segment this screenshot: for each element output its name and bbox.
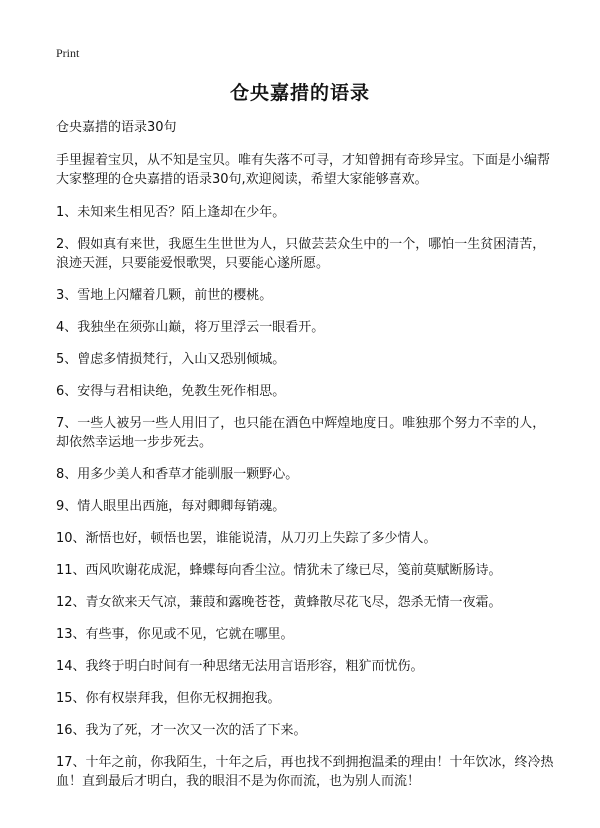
quote-item: 11、西风吹谢花成泥，蜂蝶每向香尘泣。情犹未了缘已尽，笺前莫赋断肠诗。: [56, 563, 502, 578]
quote-item: 9、情人眼里出西施，每对卿卿每销魂。: [56, 499, 286, 514]
quote-list: [56, 203, 556, 791]
quote-item: 5、曾虑多情损梵行，入山又恐别倾城。: [56, 352, 286, 367]
quote-item: 6、安得与君相诀绝，免教生死作相思。: [56, 384, 286, 399]
article-subtitle: 仓央嘉措的语录30句: [56, 120, 177, 135]
quote-item: 14、我终于明白时间有一种思绪无法用言语形容，粗犷而忧伤。: [56, 659, 424, 674]
quote-item: 12、青女欲来天气凉，蒹葭和露晚苍苍，黄蜂散尽花飞尽，怨杀无情一夜霜。: [56, 595, 502, 610]
quote-item: 3、雪地上闪耀着几颗，前世的樱桃。: [56, 288, 273, 303]
quote-item: 8、用多少美人和香草才能驯服一颗野心。: [56, 467, 299, 482]
quote-item: 2、假如真有来世，我愿生生世世为人，只做芸芸众生中的一个，哪怕一生贫困清苦，浪迹天涯，只要能爱恨歌哭，只要能心遂所愿。: [56, 237, 546, 271]
quote-item: 16、我为了死，才一次又一次的活了下来。: [56, 723, 307, 738]
quote-item: 13、有些事，你见或不见，它就在哪里。: [56, 627, 294, 642]
quote-item: 15、你有权崇拜我，但你无权拥抱我。: [56, 691, 281, 706]
quote-item: 1、未知来生相见否？陌上逢却在少年。: [56, 205, 286, 220]
article-body: [56, 118, 556, 804]
quote-item: 17、十年之前，你我陌生，十年之后，再也找不到拥抱温柔的理由！十年饮冰，终冷热血！直到最后才明白，我的眼泪不是为你而流，也为别人而流！: [56, 755, 554, 789]
page-title: 仓央嘉措的语录: [229, 82, 370, 104]
quote-item: 10、渐悟也好，顿悟也罢，谁能说清，从刀刃上失踪了多少情人。: [56, 531, 437, 546]
quote-item: 4、我独坐在须弥山巅，将万里浮云一眼看开。: [56, 320, 325, 335]
print-link[interactable]: Print: [56, 46, 80, 60]
article-intro: 手里握着宝贝，从不知是宝贝。唯有失落不可寻，才知曾拥有奇珍异宝。下面是小编帮大家整理的仓央嘉措的语录30句,欢迎阅读，希望大家能够喜欢。: [56, 153, 551, 187]
quote-item: 7、一些人被另一些人用旧了，也只能在酒色中辉煌地度日。唯独那个努力不幸的人，却依然幸运地一步步死去。: [56, 416, 546, 450]
